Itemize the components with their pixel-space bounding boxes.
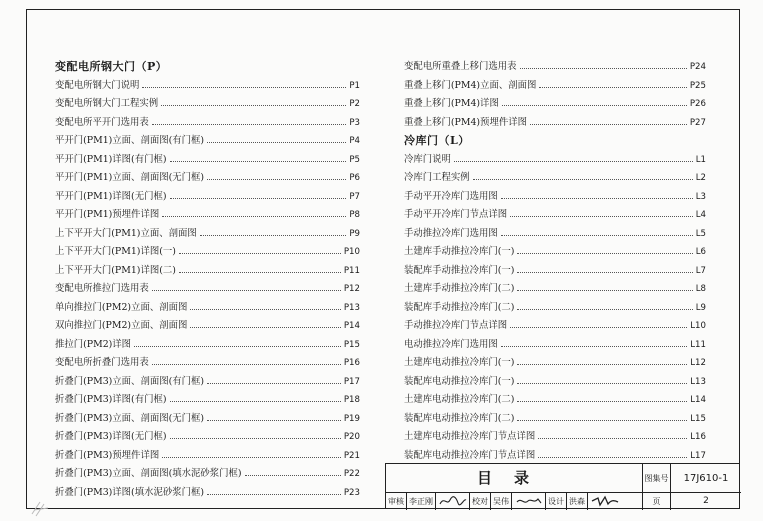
- toc-entry-page: L5: [695, 228, 706, 239]
- toc-entry-page: L12: [690, 358, 706, 368]
- dot-leader: [510, 216, 693, 217]
- toc-entry-page: L4: [695, 210, 706, 220]
- toc-entry: [404, 373, 706, 392]
- toc-entry: [404, 95, 706, 114]
- dot-leader: [517, 364, 687, 365]
- dot-leader: [538, 438, 687, 439]
- toc-entry: [404, 280, 706, 299]
- toc-entry-title: 平开门(PM1)详图(无门框): [55, 190, 167, 202]
- design-role: 设计: [546, 493, 567, 510]
- toc-entry-page: P11: [343, 265, 360, 276]
- review-signature-icon: [436, 493, 470, 510]
- toc-entry-title: 手动推拉冷库门选用图: [404, 227, 498, 239]
- dot-leader: [161, 105, 346, 106]
- toc-entry: [404, 391, 706, 410]
- toc-entry-title: 土建库电动推拉冷库门节点详图: [404, 431, 536, 442]
- toc-entry-title: 电动推拉冷库门选用图: [404, 338, 498, 350]
- toc-entry-page: L14: [690, 395, 706, 405]
- toc-entry: [55, 336, 360, 355]
- toc-entry-title: 重叠上移门(PM4)立面、剖面图: [404, 79, 537, 91]
- toc-entry-page: P22: [343, 469, 360, 479]
- dot-leader: [190, 327, 341, 328]
- toc-entry: [55, 280, 360, 299]
- toc-entry: [55, 95, 360, 114]
- toc-entry-page: L8: [695, 284, 706, 294]
- toc-entry: [55, 447, 360, 466]
- toc-entry-page: P4: [349, 136, 360, 146]
- dot-leader: [501, 198, 693, 199]
- toc-entry: [55, 243, 360, 262]
- dot-leader: [501, 346, 688, 347]
- toc-entry: [55, 77, 360, 96]
- title-block: [385, 463, 740, 509]
- toc-entry: [404, 410, 706, 429]
- signature-row: [386, 493, 643, 510]
- dot-leader: [538, 457, 687, 458]
- toc-entry: [404, 428, 706, 447]
- toc-entry-title: 变配电所推拉门选用表: [55, 283, 149, 294]
- dot-leader: [501, 235, 693, 236]
- toc-entry-page: P5: [349, 154, 360, 165]
- dot-leader: [207, 494, 341, 495]
- toc-entry: [404, 299, 706, 318]
- dot-leader: [152, 364, 341, 365]
- toc-entry-title: 重叠上移门(PM4)详图: [404, 98, 499, 109]
- toc-entry-title: 装配库电动推拉冷库门节点详图: [404, 449, 536, 461]
- check-role: 校对: [470, 493, 491, 510]
- toc-entry-page: P18: [343, 395, 360, 405]
- toc-entry-page: L17: [690, 450, 706, 461]
- toc-entry-page: P8: [349, 210, 360, 220]
- toc-entry-title: 装配库手动推拉冷库门(二): [404, 301, 515, 313]
- toc-entry-page: P2: [349, 99, 360, 109]
- toc-entry-page: P27: [689, 117, 706, 128]
- toc-entry-page: P1: [349, 80, 360, 91]
- section-heading: 冷库门（L）: [404, 134, 470, 147]
- toc-entry-title: 变配电所重叠上移门选用表: [404, 61, 517, 72]
- toc-entry-page: P14: [343, 321, 360, 331]
- toc-entry: [55, 317, 360, 336]
- page-label: 页: [643, 493, 671, 510]
- check-name: 吴伟: [491, 493, 512, 510]
- toc-entry: [404, 243, 706, 262]
- toc-entry: [55, 169, 360, 188]
- dot-leader: [170, 401, 341, 402]
- dot-leader: [190, 309, 341, 310]
- sheet-title: 目录: [386, 464, 643, 493]
- toc-entry-page: L9: [695, 302, 706, 313]
- design-signature-icon: [588, 493, 622, 510]
- toc-entry-title: 土建库电动推拉冷库门(二): [404, 394, 515, 405]
- toc-entry-title: 折叠门(PM3)立面、剖面图(填水泥砂浆门框): [55, 468, 242, 479]
- toc-entry-title: 双向推拉门(PM2)立面、剖面图: [55, 320, 188, 331]
- toc-entry-title: 折叠门(PM3)立面、剖面图(无门框): [55, 412, 205, 424]
- dot-leader: [502, 105, 687, 106]
- toc-entry-page: P15: [343, 339, 360, 350]
- toc-entry: [55, 262, 360, 281]
- dot-leader: [207, 420, 341, 421]
- toc-entry-title: 手动平开冷库门选用图: [404, 190, 498, 202]
- toc-entry: [404, 188, 706, 207]
- toc-entry-title: 折叠门(PM3)预埋件详图: [55, 449, 160, 461]
- toc-entry-title: 上下平开大门(PM1)详图(一): [55, 246, 176, 257]
- toc-entry-title: 土建库手动推拉冷库门(一): [404, 246, 515, 257]
- toc-entry-page: P17: [343, 376, 360, 387]
- toc-entry-page: L6: [695, 247, 706, 257]
- toc-entry-title: 平开门(PM1)预埋件详图: [55, 209, 160, 220]
- toc-entry: [55, 132, 360, 151]
- toc-entry-page: P20: [343, 432, 360, 442]
- dot-leader: [517, 401, 687, 402]
- toc-entry-title: 平开门(PM1)详图(有门框): [55, 153, 167, 165]
- toc-entry: [404, 77, 706, 96]
- dot-leader: [517, 290, 692, 291]
- dot-leader: [473, 179, 693, 180]
- toc-entry-page: L13: [690, 376, 706, 387]
- dot-leader: [517, 383, 687, 384]
- dot-leader: [179, 253, 341, 254]
- dot-leader: [539, 87, 687, 88]
- toc-entry-title: 推拉门(PM2)详图: [55, 338, 132, 350]
- toc-entry-title: 手动平开冷库门节点详图: [404, 209, 508, 220]
- dot-leader: [207, 383, 341, 384]
- toc-entry-page: P24: [689, 62, 706, 72]
- toc-entry: [55, 151, 360, 170]
- toc-entry-title: 冷库门说明: [404, 153, 451, 165]
- toc-entry: [55, 373, 360, 392]
- toc-entry-page: L11: [690, 339, 706, 350]
- toc-right-column: [404, 58, 706, 465]
- toc-entry-title: 平开门(PM1)立面、剖面图(有门框): [55, 135, 205, 146]
- dot-leader: [520, 68, 687, 69]
- dot-leader: [134, 346, 341, 347]
- toc-entry-title: 折叠门(PM3)详图(无门框): [55, 431, 167, 442]
- toc-entry-page: P25: [689, 80, 706, 91]
- toc-entry-title: 装配库手动推拉冷库门(一): [404, 264, 515, 276]
- toc-entry-title: 变配电所钢大门工程实例: [55, 98, 159, 109]
- toc-entry: [404, 262, 706, 281]
- toc-entry-page: P21: [343, 450, 360, 461]
- check-signature-icon: [512, 493, 546, 510]
- toc-entry: [404, 151, 706, 170]
- toc-entry-title: 土建库电动推拉冷库门(一): [404, 357, 515, 368]
- review-role: 审核: [386, 493, 407, 510]
- corner-scribble-icon: [30, 498, 56, 518]
- toc-entry: [55, 225, 360, 244]
- toc-entry-title: 手动推拉冷库门节点详图: [404, 320, 508, 331]
- dot-leader: [517, 272, 692, 273]
- dot-leader: [517, 309, 692, 310]
- design-name: 洪森: [567, 493, 588, 510]
- toc-entry: [55, 114, 360, 133]
- dot-leader: [207, 142, 346, 143]
- atlas-number-label: 图集号: [643, 464, 671, 493]
- toc-entry-title: 平开门(PM1)立面、剖面图(无门框): [55, 172, 205, 183]
- toc-entry-page: L7: [695, 265, 706, 276]
- toc-entry: [55, 428, 360, 447]
- toc-entry: [55, 354, 360, 373]
- toc-entry-title: 变配电所钢大门说明: [55, 79, 140, 91]
- toc-entry-page: P16: [343, 358, 360, 368]
- toc-entry-page: L10: [690, 321, 706, 331]
- toc-entry-page: P23: [343, 487, 360, 498]
- toc-entry-page: P10: [343, 247, 360, 257]
- toc-entry-title: 变配电所折叠门选用表: [55, 357, 149, 368]
- dot-leader: [162, 457, 341, 458]
- toc-entry: [55, 299, 360, 318]
- toc-entry: [55, 465, 360, 484]
- dot-leader: [170, 198, 347, 199]
- toc-entry: [404, 169, 706, 188]
- dot-leader: [530, 124, 687, 125]
- dot-leader: [245, 475, 341, 476]
- dot-leader: [152, 124, 347, 125]
- dot-leader: [517, 253, 692, 254]
- toc-entry: [404, 225, 706, 244]
- toc-entry-title: 上下平开大门(PM1)详图(二): [55, 264, 176, 276]
- toc-entry-title: 土建库手动推拉冷库门(二): [404, 283, 515, 294]
- dot-leader: [200, 235, 347, 236]
- toc-entry: [55, 206, 360, 225]
- toc-entry-page: P7: [349, 191, 360, 202]
- toc-entry: [55, 484, 360, 503]
- review-name: 李正刚: [407, 493, 436, 510]
- section-heading: 变配电所钢大门（P）: [55, 60, 168, 73]
- dot-leader: [170, 161, 347, 162]
- toc-entry: [404, 58, 706, 77]
- dot-leader: [179, 272, 341, 273]
- dot-leader: [207, 179, 346, 180]
- toc-entry-title: 折叠门(PM3)详图(有门框): [55, 394, 167, 405]
- toc-entry-title: 冷库门工程实例: [404, 172, 470, 183]
- toc-entry-title: 折叠门(PM3)详图(填水泥砂浆门框): [55, 486, 205, 498]
- toc-entry-page: L1: [695, 154, 706, 165]
- toc-entry-page: P26: [689, 99, 706, 109]
- toc-entry-page: L16: [690, 432, 706, 442]
- dot-leader: [170, 438, 341, 439]
- dot-leader: [510, 327, 687, 328]
- toc-entry-title: 单向推拉门(PM2)立面、剖面图: [55, 301, 188, 313]
- toc-entry-page: L2: [695, 173, 706, 183]
- dot-leader: [152, 290, 341, 291]
- dot-leader: [142, 87, 346, 88]
- toc-entry-title: 重叠上移门(PM4)预埋件详图: [404, 116, 527, 128]
- atlas-number: 17J610-1: [671, 464, 741, 493]
- toc-entry-page: P13: [343, 302, 360, 313]
- toc-entry: [55, 410, 360, 429]
- toc-entry-title: 装配库电动推拉冷库门(一): [404, 375, 515, 387]
- toc-entry: [404, 114, 706, 133]
- toc-entry: [404, 354, 706, 373]
- toc-entry-title: 装配库电动推拉冷库门(二): [404, 412, 515, 424]
- toc-entry-page: L3: [695, 191, 706, 202]
- toc-entry-page: L15: [690, 413, 706, 424]
- toc-entry: [404, 206, 706, 225]
- toc-left-column: [55, 58, 360, 502]
- toc-entry-page: P12: [343, 284, 360, 294]
- toc-entry-page: P6: [349, 173, 360, 183]
- dot-leader: [162, 216, 346, 217]
- toc-entry-page: P3: [349, 117, 360, 128]
- toc-entry: [404, 336, 706, 355]
- toc-entry: [404, 317, 706, 336]
- dot-leader: [517, 420, 687, 421]
- toc-entry-page: P9: [349, 228, 360, 239]
- toc-entry-page: P19: [343, 413, 360, 424]
- toc-entry-title: 变配电所平开门选用表: [55, 116, 149, 128]
- page-number: 2: [703, 496, 709, 506]
- toc-entry: [55, 188, 360, 207]
- toc-entry-title: 折叠门(PM3)立面、剖面图(有门框): [55, 375, 205, 387]
- toc-entry-title: 上下平开大门(PM1)立面、剖面图: [55, 227, 197, 239]
- dot-leader: [454, 161, 693, 162]
- toc-entry: [55, 391, 360, 410]
